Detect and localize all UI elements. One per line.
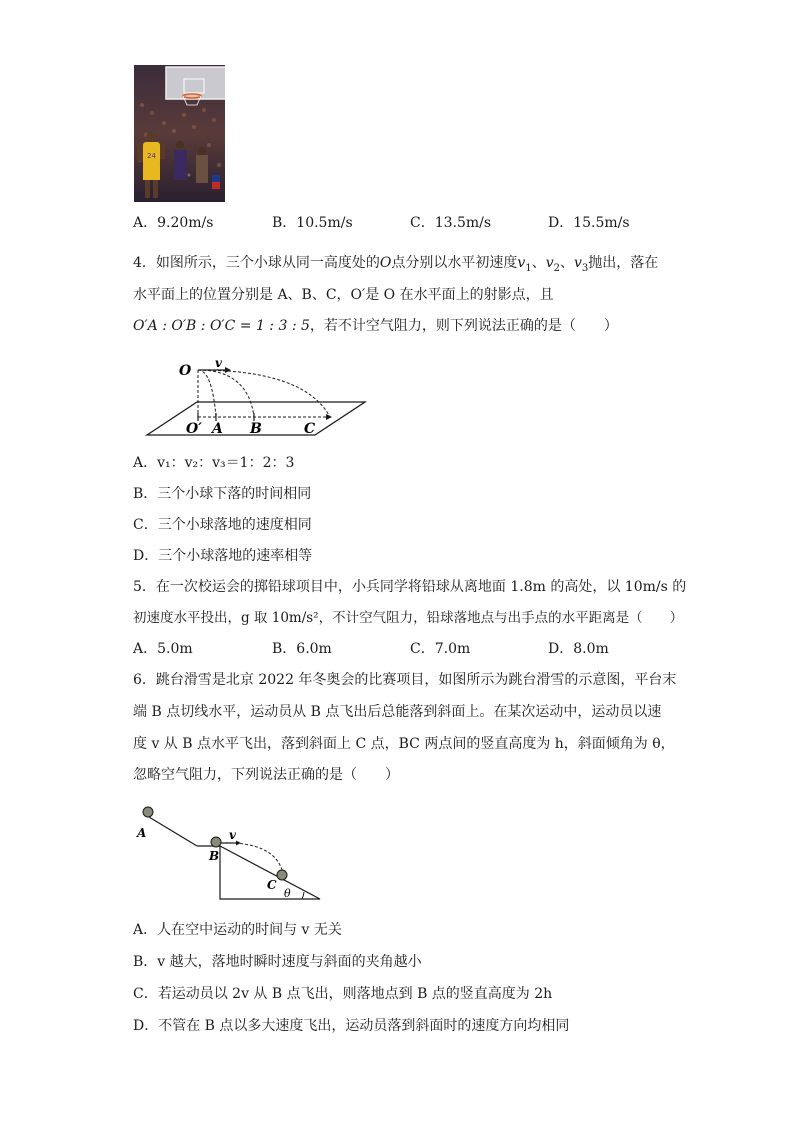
q6-option-c[interactable]: C．若运动员以 2v 从 B 点飞出，则落地点到 B 点的竖直高度为 2h — [133, 986, 553, 1002]
q4-stem-text-c: 点分别以水平初速度 — [391, 255, 518, 271]
q4-option-a[interactable]: A．v₁：v₂：v₃＝1：2：3 — [133, 455, 295, 471]
q6-label-c: C — [267, 878, 277, 892]
q6-label-theta: θ — [284, 887, 291, 900]
q4-v3: v — [573, 255, 582, 271]
q6-label-v: v — [229, 828, 236, 842]
q4-v2-sub: 2 — [553, 262, 560, 274]
q4-velocity-arrowhead — [225, 367, 231, 373]
q6-ball-c — [277, 870, 287, 880]
q4-trajectory-a — [198, 370, 216, 417]
q6-ball-a — [143, 807, 153, 817]
q4-label-o-prime: O′ — [186, 421, 202, 437]
jersey-number: 24 — [147, 152, 156, 160]
q5-option-d[interactable]: D．8.0m — [548, 641, 609, 657]
q6-option-b[interactable]: B．v 越大，落地时瞬时速度与斜面的夹角越小 — [133, 954, 422, 970]
q6-stem-line1: 6．跳台滑雪是北京 2022 年冬奥会的比赛项目，如图所示为跳台滑雪的示意图，平台末 — [133, 672, 677, 688]
q4-option-c[interactable]: C．三个小球落地的速度相同 — [133, 517, 312, 533]
q5-option-b[interactable]: B．6.0m — [272, 641, 332, 657]
q4-label-a: A — [212, 421, 223, 437]
q6-stem-line3: 度 v 从 B 点水平飞出，落到斜面上 C 点，BC 两点间的竖直高度为 h，斜面倾角为 θ， — [133, 736, 675, 752]
q6-option-d[interactable]: D．不管在 B 点以多大速度飞出，运动员落到斜面时的速度方向均相同 — [133, 1018, 570, 1034]
q4-option-b[interactable]: B．三个小球下落的时间相同 — [133, 486, 312, 502]
q4-sep1: 、 — [531, 255, 546, 271]
q4-stem-line1 — [133, 253, 658, 279]
q6-ski-jump-figure — [135, 803, 330, 903]
q4-stem-line2: 水平面上的位置分别是 A、B、C，O′是 O 在水平面上的射影点，且 — [133, 287, 554, 303]
q5-option-a[interactable]: A．5.0m — [133, 641, 193, 657]
q5-option-c[interactable]: C．7.0m — [410, 641, 471, 657]
q4-stem-line3-rest: ，若不计空气阻力，则下列说法正确的是（ ） — [309, 318, 618, 334]
q4-v3-sub: 3 — [581, 262, 589, 274]
q6-option-a[interactable]: A．人在空中运动的时间与 v 无关 — [133, 922, 342, 938]
q5-stem-line2: 初速度水平投出，g 取 10m/s²，不计空气阻力，铅球落地点与出手点的水平距离是（ ） — [133, 610, 684, 626]
q4-v1-sub: 1 — [525, 262, 532, 274]
q4-stem-text-a: 4．如图所示，三个小球从同一高度处的 — [133, 255, 380, 271]
q3-option-b[interactable]: B．10.5m/s — [272, 215, 353, 231]
q3-option-a[interactable]: A．9.20m/s — [133, 215, 214, 231]
q4-projectile-figure — [140, 355, 375, 440]
q4-label-c: C — [304, 421, 316, 437]
q6-label-b: B — [209, 849, 220, 863]
q4-ratio: O′A : O′B : O′C = 1 : 3 : 5 — [133, 318, 310, 334]
q4-v2: v — [545, 255, 554, 271]
q6-velocity-arrowhead — [236, 841, 241, 846]
q6-trajectory — [220, 843, 283, 873]
q6-stem-line4: 忽略空气阻力，下列说法正确的是（ ） — [133, 767, 399, 783]
q4-v1: v — [517, 255, 526, 271]
q4-stem-line3 — [133, 316, 618, 336]
q4-point-o: O — [379, 255, 392, 271]
q3-option-c[interactable]: C．13.5m/s — [410, 215, 492, 231]
q4-ground-arrowhead — [326, 414, 332, 420]
q6-stem-line2: 端 B 点切线水平，运动员从 B 点飞出后总能落到斜面上。在某次运动中，运动员以速 — [133, 704, 662, 720]
q4-trajectory-b — [198, 370, 254, 417]
q6-ball-b — [211, 837, 221, 847]
q4-option-d[interactable]: D．三个小球落地的速率相等 — [133, 548, 313, 564]
q4-trajectory-c — [198, 370, 330, 417]
q4-label-v: v — [215, 356, 222, 370]
q6-ramp — [149, 817, 197, 846]
basketball-photo-illustration — [134, 65, 225, 202]
q4-label-o: O — [179, 363, 192, 379]
q3-option-d[interactable]: D．15.5m/s — [548, 215, 630, 231]
q6-angle-arc — [302, 892, 304, 899]
q6-label-a: A — [137, 826, 147, 840]
q4-label-b: B — [250, 421, 262, 437]
q4-sep2: 、 — [559, 255, 574, 271]
basketball-photo — [134, 65, 225, 202]
q5-stem-line1: 5．在一次校运会的掷铅球项目中，小兵同学将铅球从离地面 1.8m 的高处，以 10m/s 的 — [133, 579, 687, 595]
q4-stem-text-d: 抛出，落在 — [588, 255, 659, 271]
